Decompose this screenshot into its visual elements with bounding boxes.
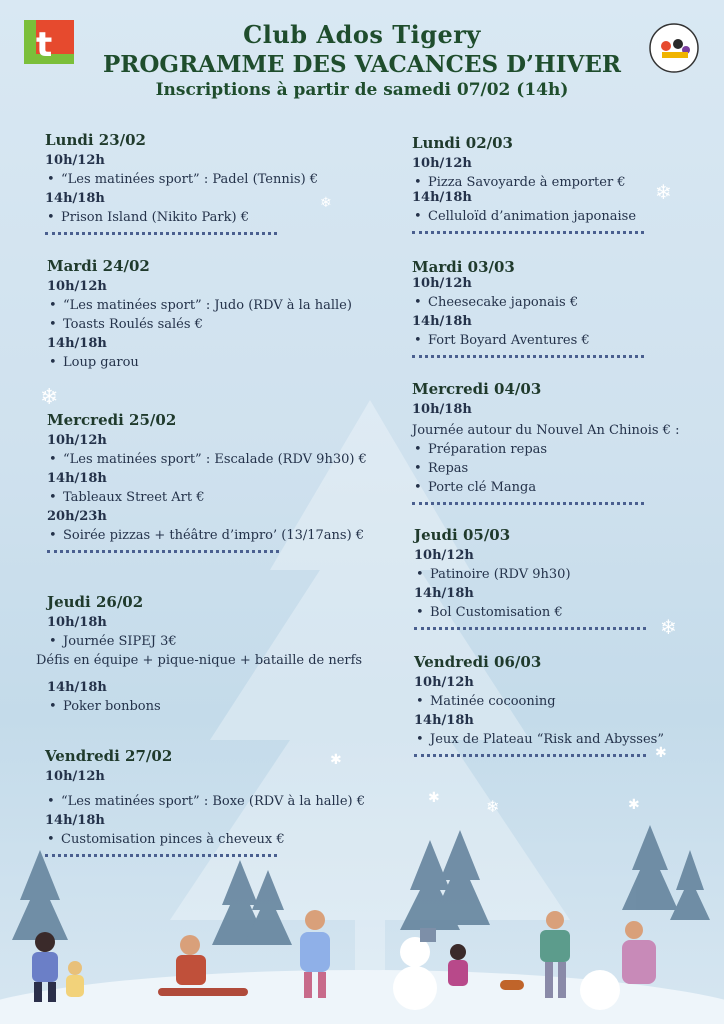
activity-item: • Poker bonbons [47, 699, 427, 714]
time-slot: 20h/23h [47, 509, 107, 524]
time-slot: 14h/18h [45, 813, 105, 828]
time-slot: 14h/18h [412, 190, 472, 205]
programme-title: PROGRAMME DES VACANCES D’HIVER [102, 51, 622, 78]
activity-item: • Prison Island (Nikito Park) € [45, 210, 425, 225]
activity-item: • Pizza Savoyarde à emporter € [412, 175, 712, 190]
activity-item: • Celluloïd d’animation japonaise [412, 209, 712, 224]
day-title: Mardi 03/03 [412, 258, 515, 276]
activity-item: • Cheesecake japonais € [412, 295, 712, 310]
day-title: Lundi 23/02 [45, 131, 146, 149]
day-title: Lundi 02/03 [412, 134, 513, 152]
time-slot: 14h/18h [47, 336, 107, 351]
time-slot: 10h/12h [47, 433, 107, 448]
day-title: Vendredi 27/02 [45, 747, 173, 765]
activity-item: • Matinée cocooning [414, 694, 714, 709]
snowflake-icon: ✱ [428, 790, 440, 806]
activity-item: • Bol Customisation € [414, 605, 714, 620]
dotted-separator [412, 502, 644, 505]
day-block-mardi-2402 [47, 257, 427, 370]
time-slot: 10h/12h [414, 675, 474, 690]
dotted-separator [414, 754, 646, 757]
activity-item: • Tableaux Street Art € [47, 490, 427, 505]
time-slot: 10h/12h [45, 153, 105, 168]
snowflake-icon: ❄ [660, 615, 677, 639]
time-slot: 14h/18h [414, 713, 474, 728]
day-title: Mercredi 04/03 [412, 380, 542, 398]
snowflake-icon: ❄ [40, 385, 59, 410]
snowflake-icon: ❄ [320, 195, 332, 211]
day-block-vendredi-0603 [414, 653, 714, 757]
day-title: Jeudi 05/03 [414, 526, 511, 544]
time-slot: 14h/18h [414, 586, 474, 601]
activity-item: • Porte clé Manga [412, 480, 712, 495]
time-slot: 10h/12h [412, 156, 472, 171]
time-slot: 10h/12h [412, 276, 472, 291]
day-block-mercredi-0403 [412, 380, 712, 505]
activity-item: • Journée SIPEJ 3€ [47, 634, 427, 649]
dotted-separator [414, 627, 646, 630]
day-title: Vendredi 06/03 [414, 653, 542, 671]
day-block-jeudi-2602 [36, 593, 427, 714]
snowflake-icon: ❄ [486, 797, 500, 816]
activity-item: • Fort Boyard Aventures € [412, 333, 712, 348]
dotted-separator [47, 550, 279, 553]
inscriptions-subtitle: Inscriptions à partir de samedi 07/02 (14h) [155, 80, 569, 100]
dotted-separator [45, 232, 277, 235]
activity-item: • Préparation repas [412, 442, 712, 457]
winter-scene-illustration [0, 820, 724, 1024]
dotted-separator [412, 355, 644, 358]
activity-note: Défis en équipe + pique-nique + bataille de nerfs [36, 653, 363, 668]
snowflake-icon: ❄ [655, 180, 672, 204]
activity-item: • “Les matinées sport” : Padel (Tennis) € [45, 172, 425, 187]
day-block-lundi-2302 [45, 131, 425, 235]
time-slot: 10h/12h [414, 548, 474, 563]
activity-item: • Jeux de Plateau “Risk and Abysses” [414, 732, 714, 747]
club-title: Club Ados Tigery [243, 20, 481, 49]
snowflake-icon: ✱ [655, 745, 667, 761]
activity-item: • Repas [412, 461, 712, 476]
time-slot: 14h/18h [412, 314, 472, 329]
activity-note: Journée autour du Nouvel An Chinois € : [412, 423, 680, 438]
time-slot: 14h/18h [47, 680, 107, 695]
day-block-mercredi-2502 [47, 411, 427, 553]
snowflake-icon: ✱ [330, 752, 342, 768]
time-slot: 14h/18h [47, 471, 107, 486]
time-slot: 10h/18h [412, 402, 472, 417]
time-slot: 10h/12h [45, 769, 105, 784]
snowflake-icon: ✱ [628, 797, 640, 813]
activity-item: • Loup garou [47, 355, 427, 370]
activity-item: • “Les matinées sport” : Escalade (RDV 9h30) € [47, 452, 427, 467]
activity-item: • “Les matinées sport” : Judo (RDV à la halle) [47, 298, 427, 313]
activity-item: • “Les matinées sport” : Boxe (RDV à la halle) € [45, 794, 425, 809]
time-slot: 14h/18h [45, 191, 105, 206]
dotted-separator [412, 231, 644, 234]
time-slot: 10h/18h [47, 615, 107, 630]
activity-item: • Customisation pinces à cheveux € [45, 832, 425, 847]
svg-text:t: t [36, 25, 53, 65]
activity-item: • Soirée pizzas + théâtre d’impro’ (13/17ans) € [47, 528, 427, 543]
activity-item: • Patinoire (RDV 9h30) [414, 567, 714, 582]
activity-item: • Toasts Roulés salés € [47, 317, 427, 332]
time-slot: 10h/12h [47, 279, 107, 294]
day-title: Mercredi 25/02 [47, 411, 177, 429]
day-title: Mardi 24/02 [47, 257, 150, 275]
day-title: Jeudi 26/02 [47, 593, 144, 611]
day-block-mardi-0303 [412, 258, 712, 358]
